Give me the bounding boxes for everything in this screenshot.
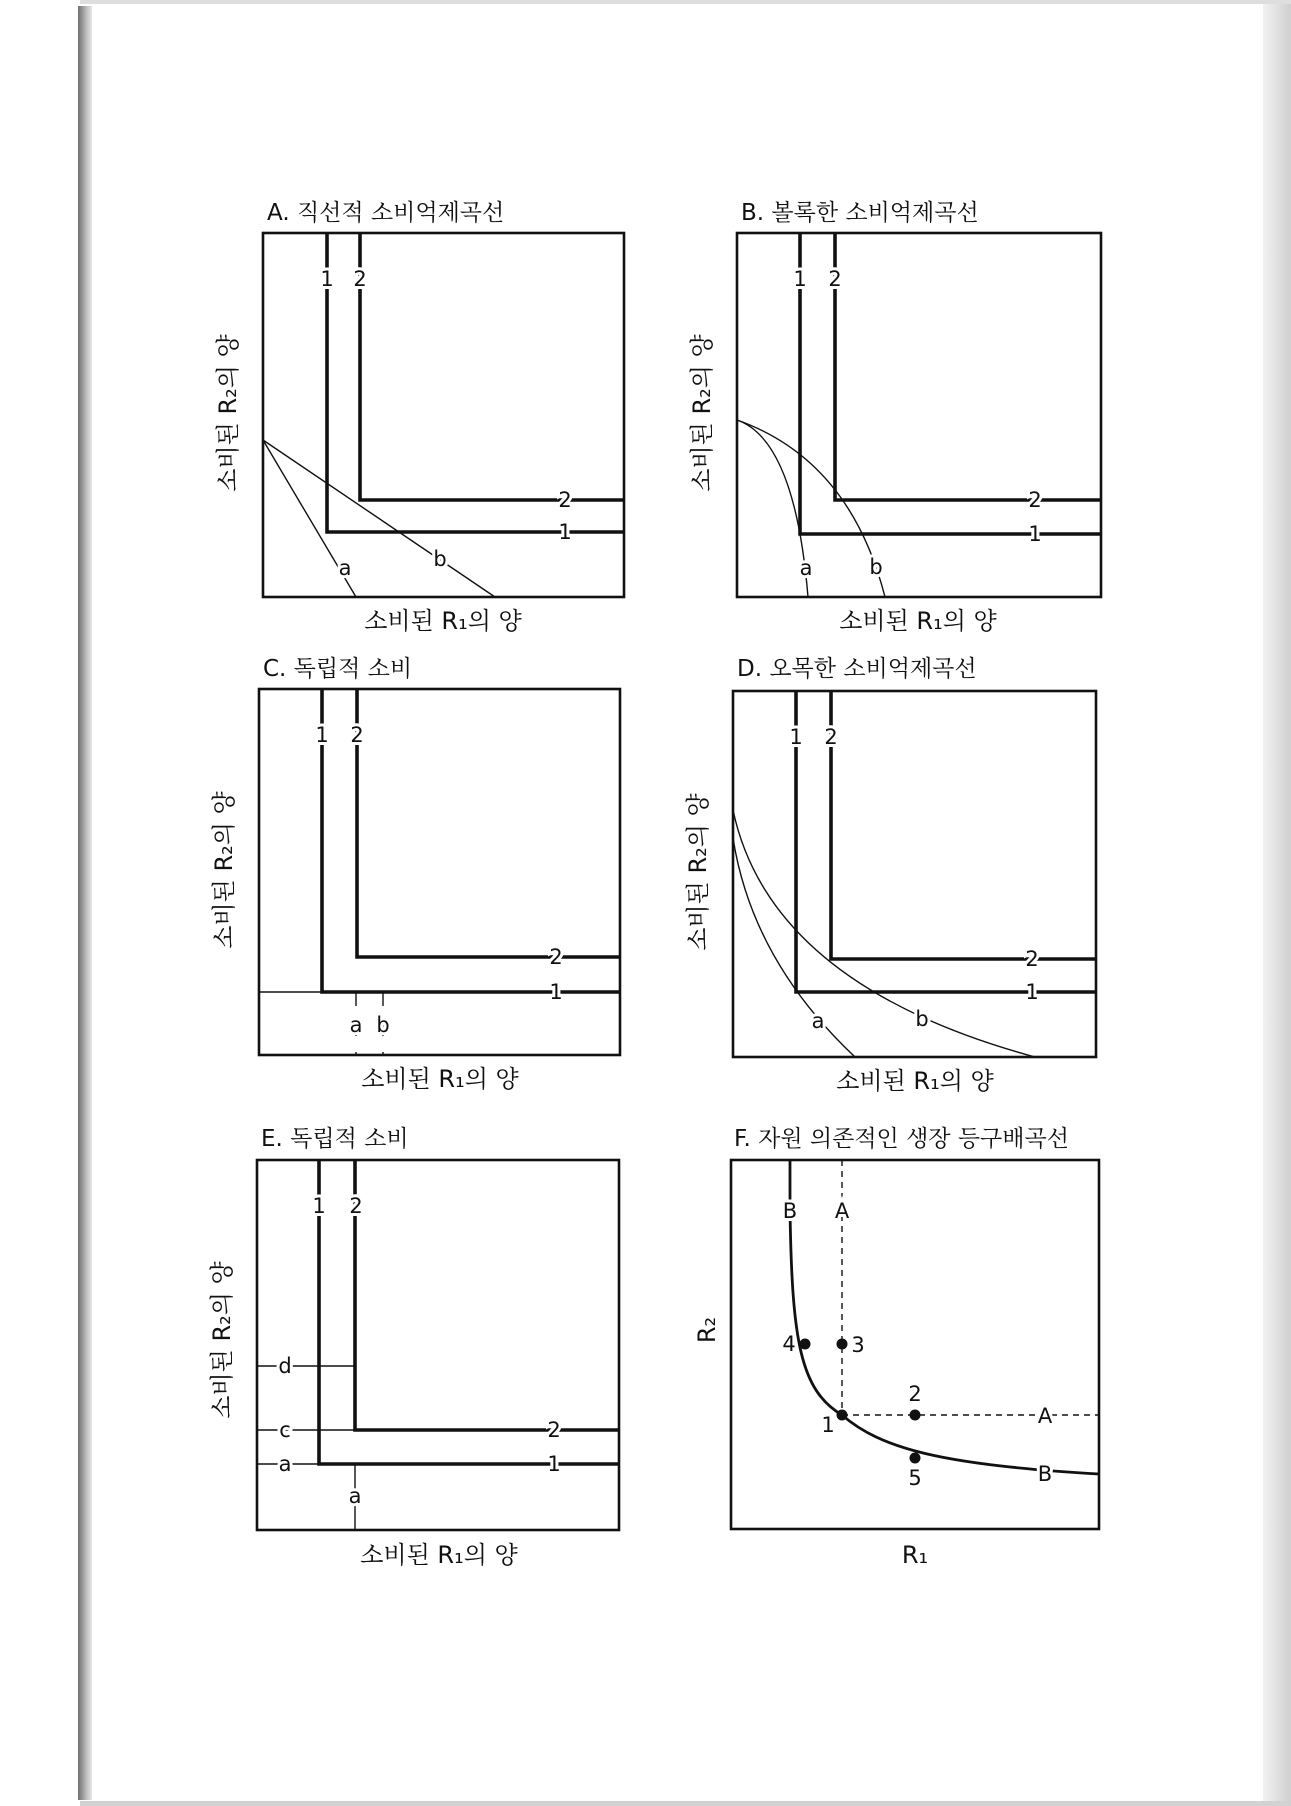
- panel-d-xlabel: 소비된 R₁의 양: [836, 1067, 994, 1095]
- panel-c: [210, 656, 620, 1093]
- panel-e-d-label: d: [278, 1354, 292, 1378]
- panel-e-iso1-top-label: 1: [312, 1194, 326, 1218]
- panel-a-iso1-top-label: 1: [320, 267, 334, 291]
- panel-b-xlabel: 소비된 R₁의 양: [839, 607, 997, 635]
- panel-b-iso2-top-label: 2: [828, 267, 842, 291]
- panel-a-title: A. 직선적 소비억제곡선: [267, 200, 505, 226]
- panel-b-b-label: b: [869, 555, 883, 579]
- panel-c-title: C. 독립적 소비: [263, 656, 413, 682]
- panel-d-isocline-1: [796, 691, 1096, 992]
- panel-f-title: F. 자원 의존적인 생장 등구배곡선: [734, 1126, 1069, 1152]
- panel-a-b-label: b: [433, 547, 447, 571]
- panel-a-ylabel: 소비된 R₂의 양: [214, 334, 242, 492]
- panel-e-iso2-right-label: 2: [547, 1418, 561, 1442]
- panel-d-curve-a: [733, 838, 855, 1057]
- panel-f-b-top-label: B: [782, 1199, 798, 1223]
- panel-b-frame: [737, 233, 1101, 597]
- panel-e: [208, 1126, 619, 1569]
- panel-f-point-4: [800, 1339, 811, 1350]
- panel-f-point-4-label: 4: [782, 1332, 796, 1356]
- panel-a-line-b: [263, 440, 495, 597]
- panel-f-b-right-label: B: [1037, 1462, 1053, 1486]
- panel-b-iso1-right-label: 1: [1028, 522, 1042, 546]
- panel-a-iso1-right-label: 1: [558, 520, 572, 544]
- panel-d-b-label: b: [915, 1007, 929, 1031]
- panel-a-a-label: a: [338, 556, 352, 580]
- panel-e-title: E. 독립적 소비: [261, 1126, 409, 1152]
- panel-f-point-1-label: 1: [821, 1413, 835, 1437]
- panel-e-isocline-2: [355, 1160, 619, 1430]
- panel-d-iso1-right-label: 1: [1025, 980, 1039, 1004]
- panel-f-point-1: [837, 1410, 848, 1421]
- panel-f-a-top-label: A: [834, 1199, 850, 1223]
- panel-c-iso1-top-label: 1: [315, 723, 329, 747]
- panel-c-isocline-2: [357, 689, 620, 957]
- panel-a-iso2-top-label: 2: [353, 267, 367, 291]
- panel-d-title: D. 오목한 소비억제곡선: [737, 656, 977, 682]
- panel-a-iso2-right-label: 2: [558, 488, 572, 512]
- panel-e-xlabel: 소비된 R₁의 양: [360, 1541, 518, 1569]
- panel-c-ylabel: 소비된 R₂의 양: [210, 791, 238, 949]
- panel-e-iso2-top-label: 2: [349, 1194, 363, 1218]
- panel-e-isocline-1: [319, 1160, 619, 1464]
- panel-e-a-left-label: a: [278, 1452, 292, 1476]
- panel-b-curve-a: [737, 420, 808, 597]
- panel-c-iso1-right-label: 1: [549, 980, 563, 1004]
- panel-b-a-label: a: [799, 556, 813, 580]
- panel-d-frame: [733, 691, 1096, 1057]
- panel-d-isocline-2: [831, 691, 1096, 959]
- panel-e-a-bottom-label: a: [348, 1484, 362, 1508]
- panel-d-a-label: a: [811, 1009, 825, 1033]
- panel-f-xlabel: R₁: [901, 1541, 929, 1569]
- panel-e-c-label: c: [279, 1418, 291, 1442]
- panel-b-iso1-top-label: 1: [793, 267, 807, 291]
- panel-f-point-2: [910, 1410, 921, 1421]
- panel-b-iso2-right-label: 2: [1028, 488, 1042, 512]
- panel-c-frame: [259, 689, 620, 1055]
- panel-e-ylabel: 소비된 R₂의 양: [208, 1261, 236, 1419]
- panel-f-ylabel: R₂: [693, 1316, 721, 1344]
- panel-f-point-5: [910, 1453, 921, 1464]
- panel-d-iso2-top-label: 2: [824, 725, 838, 749]
- panel-f-a-right-label: A: [1037, 1404, 1053, 1428]
- panel-a-isocline-2: [360, 233, 624, 500]
- panel-a-isocline-1: [327, 233, 624, 532]
- panel-f-point-3-label: 3: [851, 1333, 865, 1357]
- panel-b-isocline-2: [835, 233, 1101, 500]
- panel-c-iso2-top-label: 2: [350, 723, 364, 747]
- panel-c-isocline-1: [322, 689, 620, 992]
- panel-a: [214, 200, 624, 635]
- panel-c-xlabel: 소비된 R₁의 양: [361, 1065, 519, 1093]
- panel-b-isocline-1: [800, 233, 1101, 534]
- panel-a-xlabel: 소비된 R₁의 양: [364, 607, 522, 635]
- panel-d-ylabel: 소비된 R₂의 양: [684, 793, 712, 951]
- panel-b: [688, 200, 1101, 635]
- panel-c-b-label: b: [376, 1013, 390, 1037]
- panel-c-a-label: a: [349, 1013, 363, 1037]
- panel-c-iso2-right-label: 2: [549, 945, 563, 969]
- panel-e-iso1-right-label: 1: [547, 1452, 561, 1476]
- panel-f-point-2-label: 2: [908, 1382, 922, 1406]
- panel-b-title: B. 볼록한 소비억제곡선: [741, 200, 979, 226]
- panel-d-iso2-right-label: 2: [1025, 947, 1039, 971]
- panel-b-ylabel: 소비된 R₂의 양: [688, 334, 716, 492]
- panel-d-curve-b: [733, 810, 1035, 1057]
- panel-e-frame: [257, 1160, 619, 1530]
- panel-f: [693, 1126, 1099, 1569]
- panel-f-point-3: [837, 1339, 848, 1350]
- panel-d: [684, 656, 1096, 1095]
- panel-f-point-5-label: 5: [908, 1466, 922, 1490]
- panel-d-iso1-top-label: 1: [789, 725, 803, 749]
